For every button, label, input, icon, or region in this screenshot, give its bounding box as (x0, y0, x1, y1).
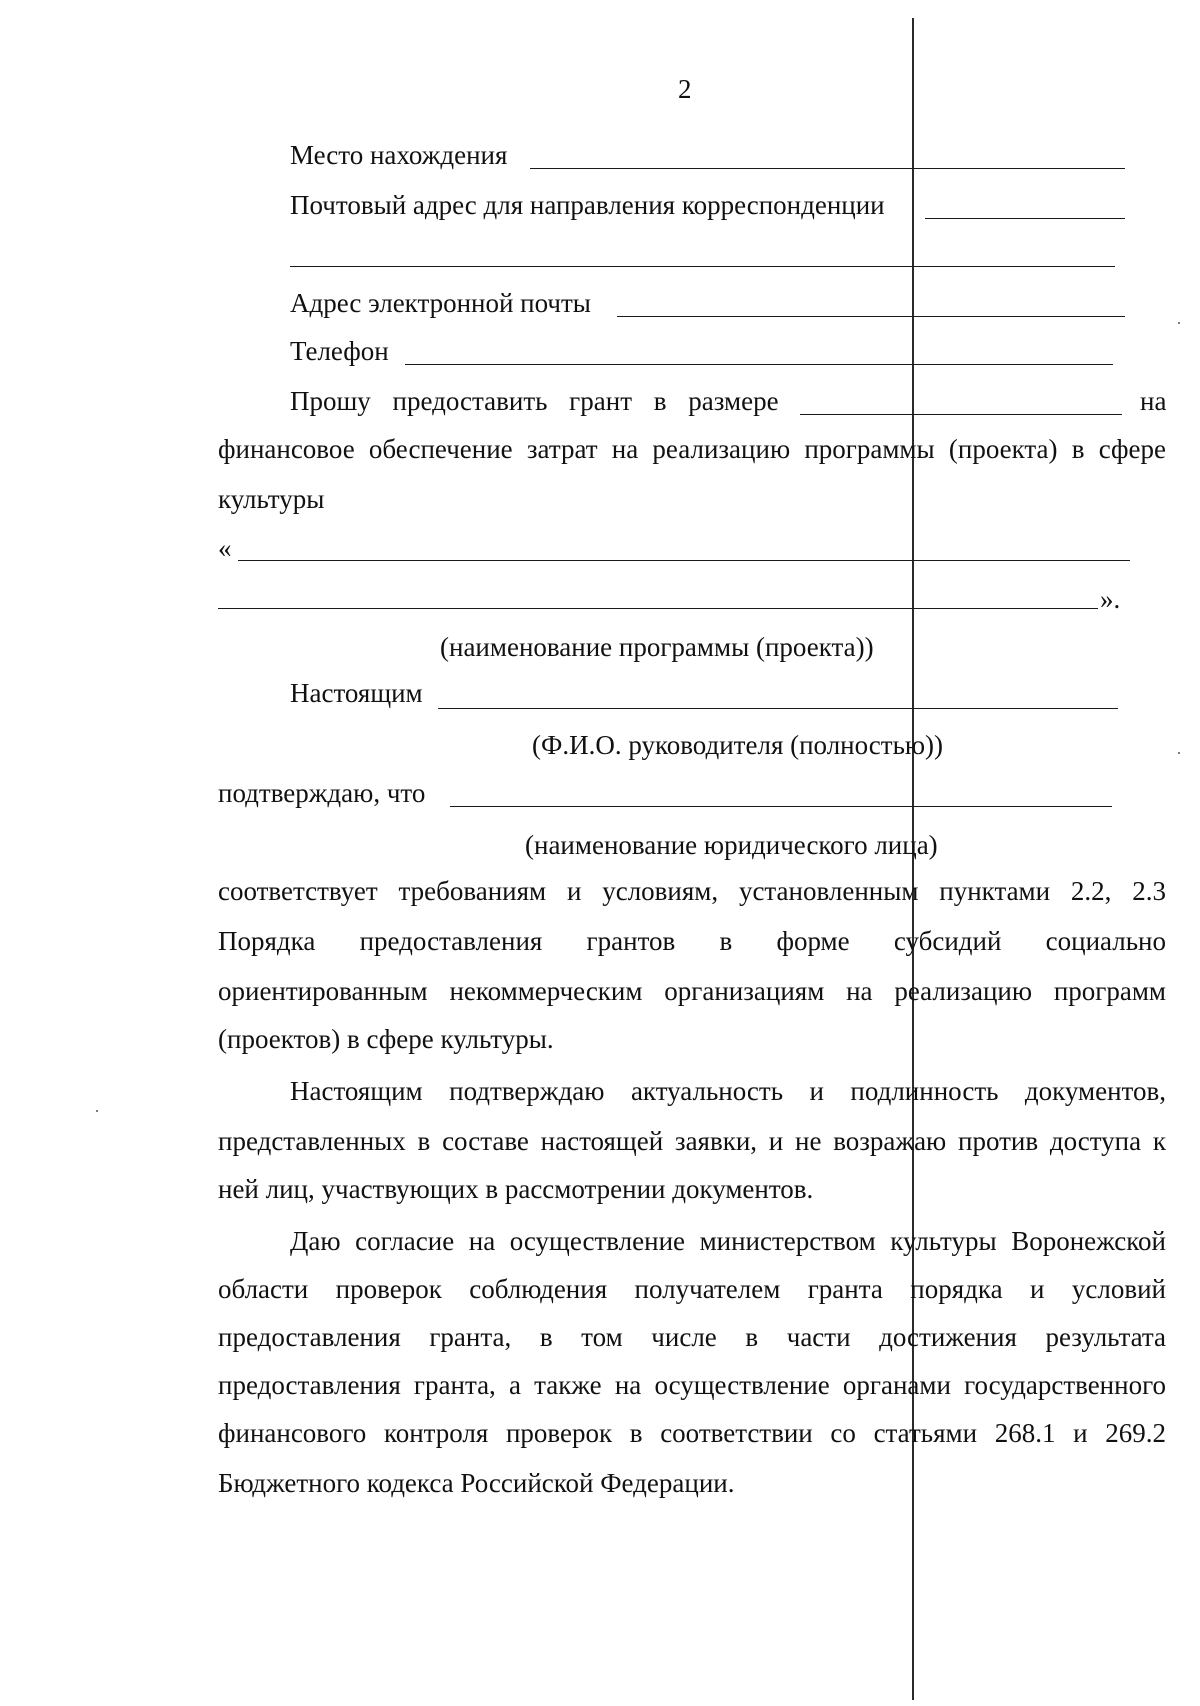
grant-request-line: финансовое обеспечение затрат на реализацию программы (проекта) в сфере (218, 434, 1166, 464)
paragraph-line: Настоящим подтверждаю актуальность и подлинность документов, (290, 1076, 1166, 1106)
paragraph-line: (проектов) в сфере культуры. (218, 1024, 554, 1054)
legal-entity-field[interactable] (450, 806, 1112, 807)
paragraph-line: финансового контроля проверок в соответствии со статьями 268.1 и 269.2 (218, 1418, 1166, 1448)
program-name-field-line2[interactable] (218, 608, 1098, 609)
postal-address-field-line2[interactable] (290, 266, 1115, 267)
grant-request-on: на (1140, 386, 1167, 416)
open-quote: « (218, 533, 232, 563)
grant-amount-field[interactable] (800, 414, 1122, 415)
phone-label: Телефон (290, 336, 389, 366)
location-field[interactable] (530, 168, 1125, 169)
hereby-label: Настоящим (290, 678, 423, 708)
scan-speck (1178, 322, 1180, 324)
paragraph-line: Бюджетного кодекса Российской Федерации. (218, 1468, 735, 1498)
program-name-caption: (наименование программы (проекта)) (440, 632, 874, 662)
director-name-caption: (Ф.И.О. руководителя (полностью)) (532, 730, 944, 760)
page-number: 2 (678, 74, 692, 104)
paragraph-line: области проверок соблюдения получателем гранта порядка и условий (218, 1274, 1166, 1304)
grant-request-line: культуры (218, 484, 325, 514)
phone-field[interactable] (405, 364, 1113, 365)
paragraph-line: представленных в составе настоящей заявки, и не возражаю против доступа к (218, 1126, 1166, 1156)
close-quote: ». (1100, 584, 1121, 614)
director-name-field[interactable] (438, 708, 1118, 709)
email-field[interactable] (617, 316, 1125, 317)
scan-speck (1178, 752, 1180, 754)
paragraph-line: предоставления гранта, в том числе в части достижения результата (218, 1322, 1166, 1352)
grant-request-text: Прошу предоставить грант в размере (290, 386, 779, 416)
paragraph-line: соответствует требованиям и условиям, установленным пунктами 2.2, 2.3 (218, 876, 1166, 906)
email-label: Адрес электронной почты (290, 288, 591, 318)
confirm-label: подтверждаю, что (218, 778, 426, 808)
legal-entity-caption: (наименование юридического лица) (525, 830, 938, 860)
location-label: Место нахождения (290, 140, 508, 170)
postal-address-label: Почтовый адрес для направления корреспонденции (290, 190, 885, 220)
scan-speck (96, 1110, 98, 1112)
paragraph-line: Порядка предоставления грантов в форме субсидий социально (218, 926, 1166, 956)
program-name-field[interactable] (238, 560, 1130, 561)
postal-address-field[interactable] (925, 218, 1125, 219)
paragraph-line: ориентированным некоммерческим организациям на реализацию программ (218, 976, 1166, 1006)
paragraph-line: предоставления гранта, а также на осуществление органами государственного (218, 1370, 1166, 1400)
paragraph-line: ней лиц, участвующих в рассмотрении документов. (218, 1174, 814, 1204)
paragraph-line: Даю согласие на осуществление министерством культуры Воронежской (290, 1226, 1166, 1256)
